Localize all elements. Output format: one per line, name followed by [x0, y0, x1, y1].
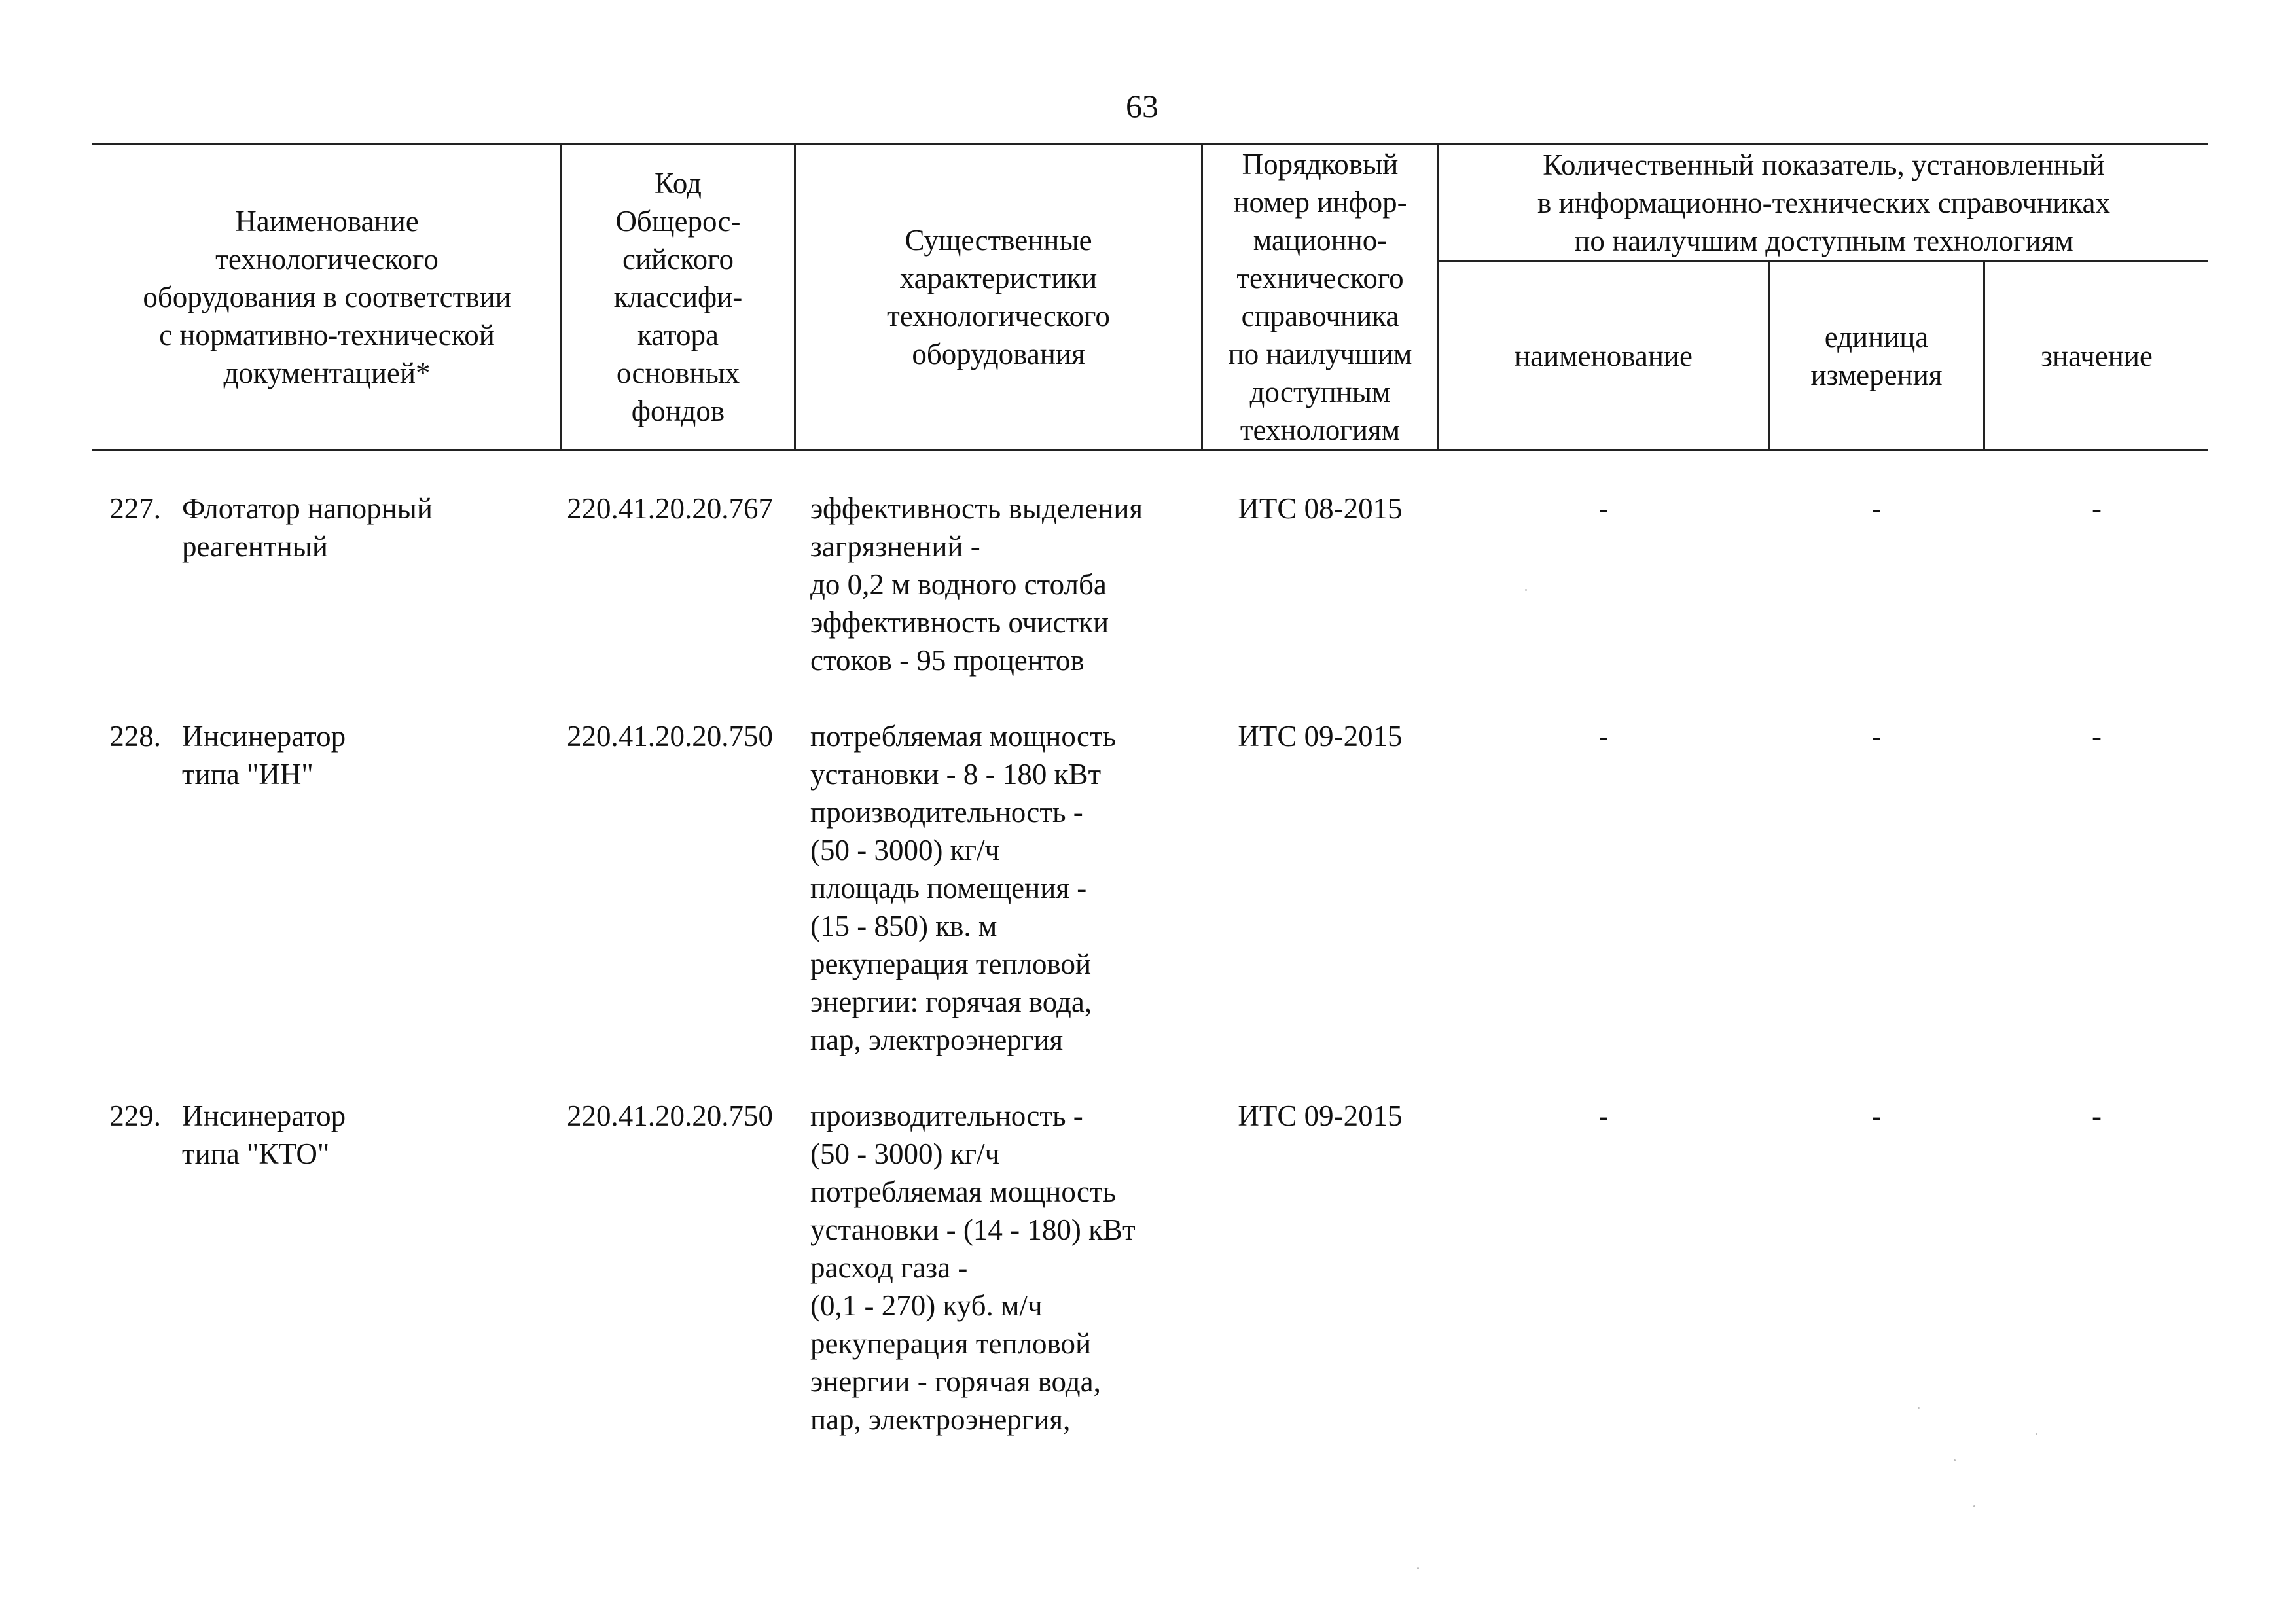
row-equipment-name: Инсинератор типа "КТО"	[182, 1099, 346, 1170]
header-equipment-name: Наименование технологического оборудования в соответствии с нормативно-технической документацией*	[143, 204, 511, 389]
header-characteristics: Существенные характеристики технологического оборудования	[887, 223, 1110, 370]
header-bottom-rule	[92, 449, 2208, 451]
scan-speck	[1525, 589, 1527, 591]
row-characteristics: эффективность выделения загрязнений - до 0,2 м водного столба эффективность очистки стоков - 95 процентов	[810, 492, 1143, 677]
row-number: 228.	[109, 720, 161, 753]
row-indicator-name: -	[1598, 1099, 1609, 1132]
row-handbook-number: ИТС 08-2015	[1238, 492, 1403, 525]
scan-speck	[2036, 1433, 2037, 1435]
row-classifier-code: 220.41.20.20.750	[567, 1099, 773, 1132]
row-number: 227.	[109, 492, 161, 525]
header-classifier-code: Код Общерос- сийского классифи- катора основных фондов	[613, 166, 743, 427]
header-handbook-number: Порядковый номер инфор- мационно- технического справочника по наилучшим доступным технологиям	[1228, 147, 1412, 446]
row-equipment-name: Флотатор напорный реагентный	[182, 492, 433, 563]
scan-speck	[1918, 1407, 1920, 1409]
row-indicator-value: -	[2092, 492, 2102, 525]
row-indicator-unit: -	[1871, 1099, 1882, 1132]
row-indicator-unit: -	[1871, 492, 1882, 525]
row-classifier-code: 220.41.20.20.750	[567, 720, 773, 753]
row-handbook-number: ИТС 09-2015	[1238, 720, 1403, 753]
row-handbook-number: ИТС 09-2015	[1238, 1099, 1403, 1132]
header-indicator-value: значение	[2041, 339, 2153, 372]
row-indicator-unit: -	[1871, 720, 1882, 753]
header-indicator-name: наименование	[1515, 339, 1693, 372]
scan-speck	[1954, 1459, 1956, 1461]
row-equipment-name: Инсинератор типа "ИН"	[182, 720, 346, 791]
row-indicator-name: -	[1598, 720, 1609, 753]
row-indicator-value: -	[2092, 720, 2102, 753]
scan-speck	[1417, 1567, 1419, 1569]
row-indicator-name: -	[1598, 492, 1609, 525]
row-characteristics: потребляемая мощность установки - 8 - 180 кВт производительность - (50 - 3000) кг/ч площадь помещения - (15 - 850) кв. м рекуперация тепловой энергии: горячая вода, пар, электроэнергия	[810, 720, 1117, 1056]
header-indicator-unit: единица измерения	[1810, 320, 1943, 391]
row-characteristics: производительность - (50 - 3000) кг/ч потребляемая мощность установки - (14 - 180) кВт расход газа - (0,1 - 270) куб. м/ч рекуперация тепловой энергии - горячая вода, пар, электроэнергия,	[810, 1099, 1136, 1436]
page-number: 63	[1126, 88, 1158, 124]
header-indicator-group: Количественный показатель, установленный в информационно-технических справочниках по наилучшим доступным технологиям	[1537, 148, 2110, 257]
scan-speck	[1973, 1505, 1975, 1507]
row-classifier-code: 220.41.20.20.767	[567, 492, 773, 525]
row-number: 229.	[109, 1099, 161, 1132]
row-indicator-value: -	[2092, 1099, 2102, 1132]
